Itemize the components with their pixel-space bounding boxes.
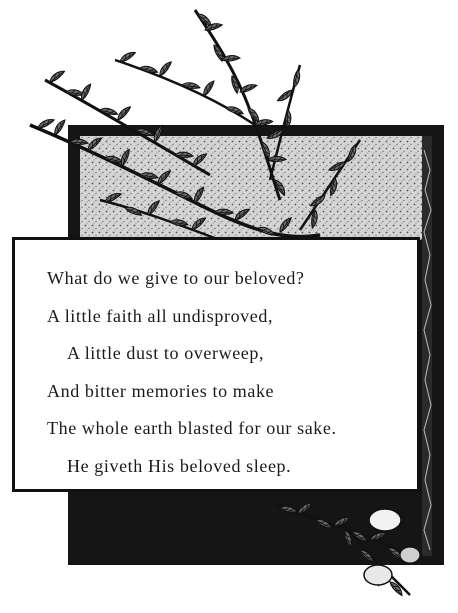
poem-line: The whole earth blasted for our sake. bbox=[47, 418, 337, 438]
poem-line: A little faith all undisproved, bbox=[47, 305, 274, 326]
poem-line: And bitter memories to make bbox=[47, 380, 275, 401]
poem-card bbox=[12, 237, 420, 492]
poem-line: A little dust to overweep, bbox=[67, 343, 265, 363]
poem-stanza bbox=[47, 264, 337, 489]
poem-line: He giveth His beloved sleep. bbox=[67, 455, 292, 476]
poem-line: What do we give to our beloved? bbox=[47, 268, 305, 288]
